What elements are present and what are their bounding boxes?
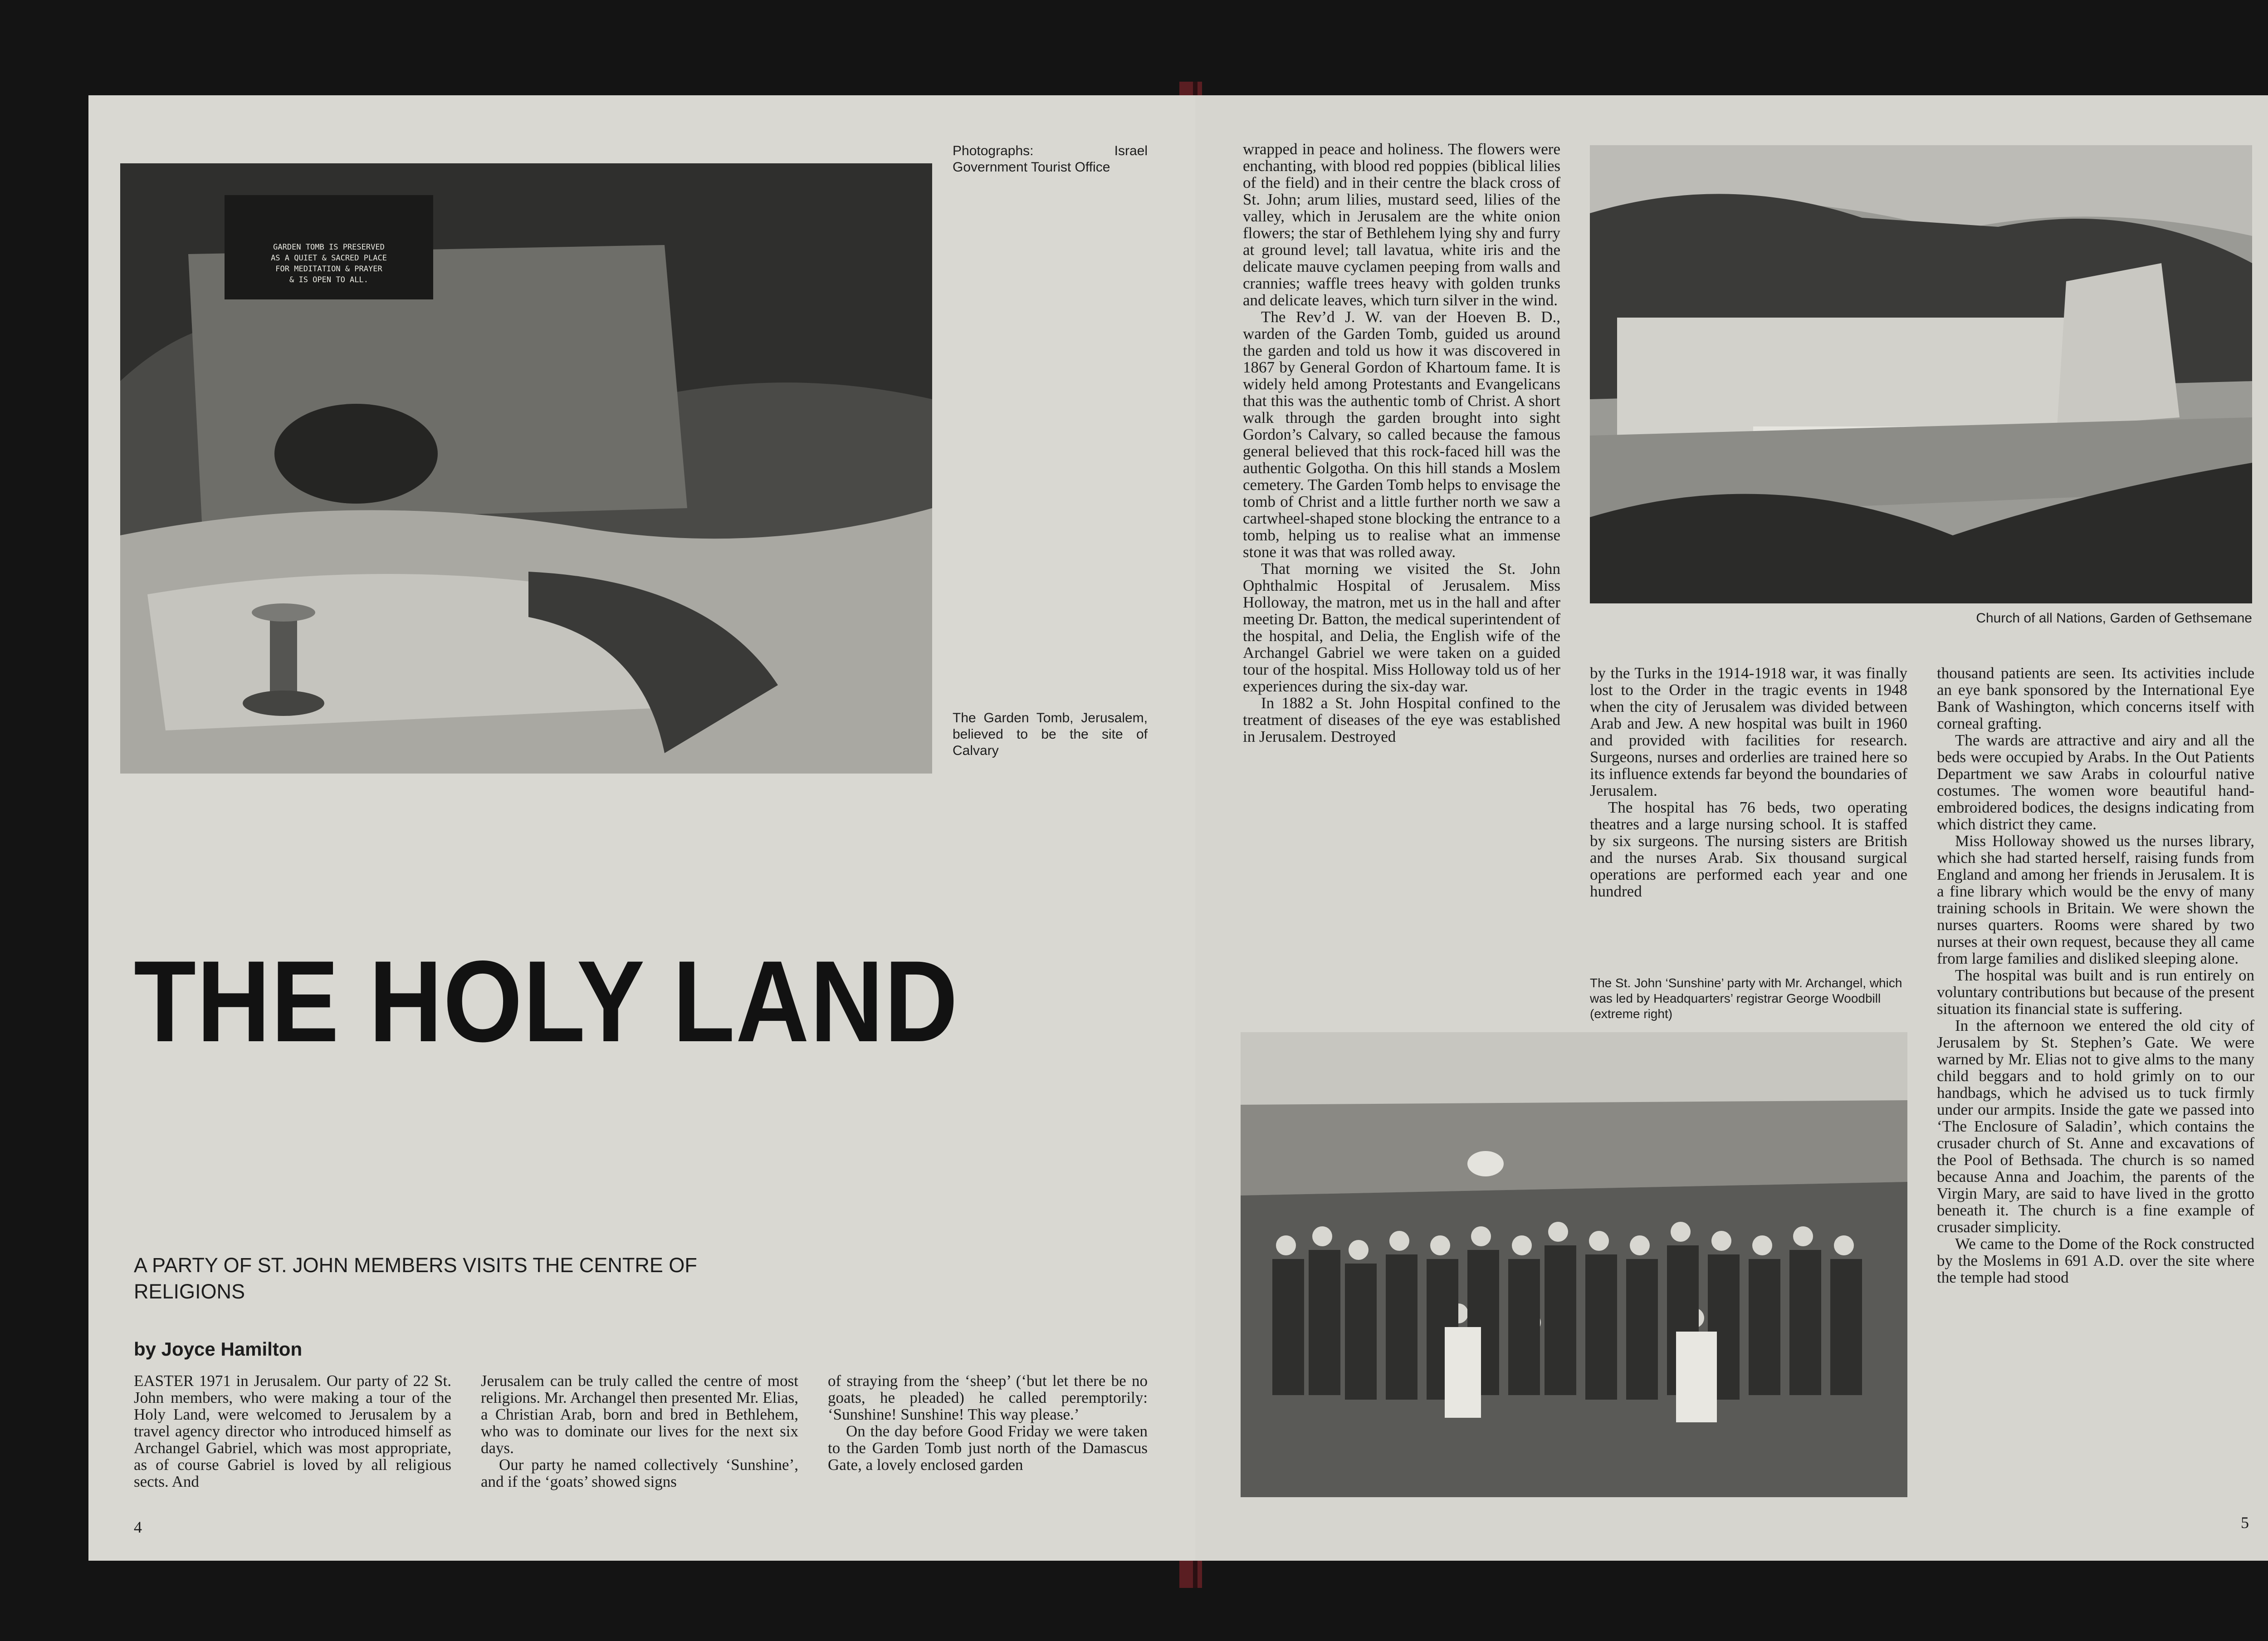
- church-of-all-nations-photo: [1590, 145, 2252, 603]
- paragraph: EASTER 1971 in Jerusalem. Our party of 22 St. John members, who were making a tour of the Holy Land, were welcomed to Jerusalem by a travel agency director who introduced himself as Archangel Gabriel, which was most appropriate, as of course Gabriel is loved by all religious sects. And: [134, 1372, 451, 1490]
- right-column-1: [1243, 141, 1560, 745]
- paragraph: Jerusalem can be truly called the centre of most religions. Mr. Archangel then presented Mr. Elias, a Christian Arab, born and bred in Bethlehem, who was to dominate our lives for the next six days.: [481, 1372, 798, 1457]
- left-column-1: [134, 1372, 451, 1490]
- paragraph: Our party he named collectively ‘Sunshine’, and if the ‘goats’ showed signs: [481, 1456, 798, 1490]
- photo-credit: Photographs: Israel Government Tourist Office: [953, 143, 1148, 175]
- page-number: 4: [134, 1518, 142, 1536]
- paragraph: In 1882 a St. John Hospital confined to the treatment of diseases of the eye was established in Jerusalem. Destroyed: [1243, 694, 1560, 745]
- garden-tomb-photo: [120, 163, 932, 774]
- left-column-3: [828, 1372, 1148, 1473]
- paragraph: wrapped in peace and holiness. The flowers were enchanting, with blood red poppies (biblical lilies of the field) and in their centre the black cross of St. John; arum lilies, mustard seed, lilies of the valley, which in Jerusalem are the white onion flowers; the star of Bethlehem lying shy and furry at ground level; tall lavatua, white iris and the delicate mauve cyclamen peeping from walls and crannies; waffle trees heavy with golden trunks and delicate leaves, which turn silver in the wind.: [1243, 140, 1560, 309]
- left-page: [88, 95, 1202, 1561]
- paragraph: We came to the Dome of the Rock constructed by the Moslems in 691 A.D. over the site where the temple had stood: [1937, 1235, 2254, 1286]
- paragraph: In the afternoon we entered the old city of Jerusalem by St. Stephen’s Gate. We were warned by Mr. Elias not to give alms to the many child beggars and to hold grimly on to our handbags, which he advised us to tuck firmly under our armpits. Inside the gate we passed into ‘The Enclosure of Saladin’, which contains the crusader church of St. Anne and excavations of the Pool of Bethsada. The church is so named because Anna and Joachim, the parents of the Virgin Mary, are said to have lived in the grotto beneath it. The church is a fine example of crusader simplicity.: [1937, 1017, 2254, 1236]
- article-title: THE HOLY LAND: [134, 937, 959, 1066]
- right-page: [1195, 95, 2268, 1561]
- right-column-2: [1590, 665, 1907, 900]
- right-column-3: [1937, 665, 2254, 1286]
- sign-line-2: AS A QUIET & SACRED PLACE: [271, 254, 387, 263]
- article-subtitle: A PARTY OF ST. JOHN MEMBERS VISITS THE CENTRE OF RELIGIONS: [134, 1254, 697, 1303]
- sign-line-3: FOR MEDITATION & PRAYER: [275, 265, 382, 274]
- paragraph: On the day before Good Friday we were taken to the Garden Tomb just north of the Damascus Gate, a lovely enclosed garden: [828, 1422, 1148, 1474]
- paragraph: The wards are attractive and airy and all the beds were occupied by Arabs. In the Out Patients Department we saw Arabs in colourful native costumes. The women wore beautiful hand-embroidered bodices, the designs indicating from which district they came.: [1937, 731, 2254, 833]
- left-column-2: [481, 1372, 798, 1490]
- church-photo-caption: Church of all Nations, Garden of Gethsemane: [1976, 611, 2252, 626]
- garden-tomb-caption: The Garden Tomb, Jerusalem, believed to be the site of Calvary: [953, 710, 1148, 758]
- paragraph: The Rev’d J. W. van der Hoeven B. D., warden of the Garden Tomb, guided us around the garden and told us how it was discovered in 1867 by General Gordon of Khartoum fame. It is widely held among Protestants and Evangelicans that this was the authentic tomb of Christ. A short walk through the garden brought into sight Gordon’s Calvary, so called because the famous general believed that this rock-faced hill was the authentic Golgotha. On this hill stands a Moslem cemetery. The Garden Tomb helps to envisage the tomb of Christ and a little further north we saw a cartwheel-shaped stone blocking the entrance to a tomb, helping us to realise what an immense stone it was that was rolled away.: [1243, 308, 1560, 561]
- paragraph: Miss Holloway showed us the nurses library, which she had started herself, raising funds from England and among her friends in Jerusalem. It is a fine library which would be the envy of many training schools in Britain. We were shown the nurses quarters. Rooms were shared by two nurses at their own request, because they all came from large families and disliked sleeping alone.: [1937, 832, 2254, 967]
- sunshine-party-photo: [1241, 1032, 1907, 1497]
- paragraph: thousand patients are seen. Its activities include an eye bank sponsored by the International Eye Bank of Washington, which concerns itself with corneal grafting.: [1937, 664, 2254, 732]
- paragraph: The hospital was built and is run entirely on voluntary contributions but because of the present situation its financial state is suffering.: [1937, 966, 2254, 1018]
- paragraph: That morning we visited the St. John Ophthalmic Hospital of Jerusalem. Miss Holloway, the matron, met us in the hall and after meeting Dr. Batton, the medical superintendent of the hospital, and Delia, the English wife of the Archangel Gabriel we were taken on a guided tour of the hospital. Miss Holloway told us of her experiences during the six-day war.: [1243, 560, 1560, 695]
- page-number: 5: [2241, 1514, 2249, 1532]
- paragraph: by the Turks in the 1914-1918 war, it was finally lost to the Order in the tragic events in 1948 when the city of Jerusalem was divided between Arab and Jew. A new hospital was built in 1960 and provided with facilities for research. Surgeons, nurses and orderlies are trained here so its influence extends far beyond the boundaries of Jerusalem.: [1590, 664, 1907, 799]
- sign-line-1: GARDEN TOMB IS PRESERVED: [273, 243, 385, 252]
- paragraph: The hospital has 76 beds, two operating theatres and a large nursing school. It is staffed by six surgeons. The nursing sisters are British and the nurses Arab. Six thousand surgical operations are performed each year and one hundred: [1590, 798, 1907, 900]
- article-byline: by Joyce Hamilton: [134, 1338, 303, 1360]
- sign-line-4: & IS OPEN TO ALL.: [289, 275, 368, 284]
- group-photo-caption: The St. John ‘Sunshine’ party with Mr. Archangel, which was led by Headquarters’ registrar George Woodbill (extreme right): [1590, 976, 1902, 1021]
- paragraph: of straying from the ‘sheep’ (‘but let there be no goats, he pleaded) he called peremptorily: ‘Sunshine! Sunshine! This way please.’: [828, 1372, 1148, 1423]
